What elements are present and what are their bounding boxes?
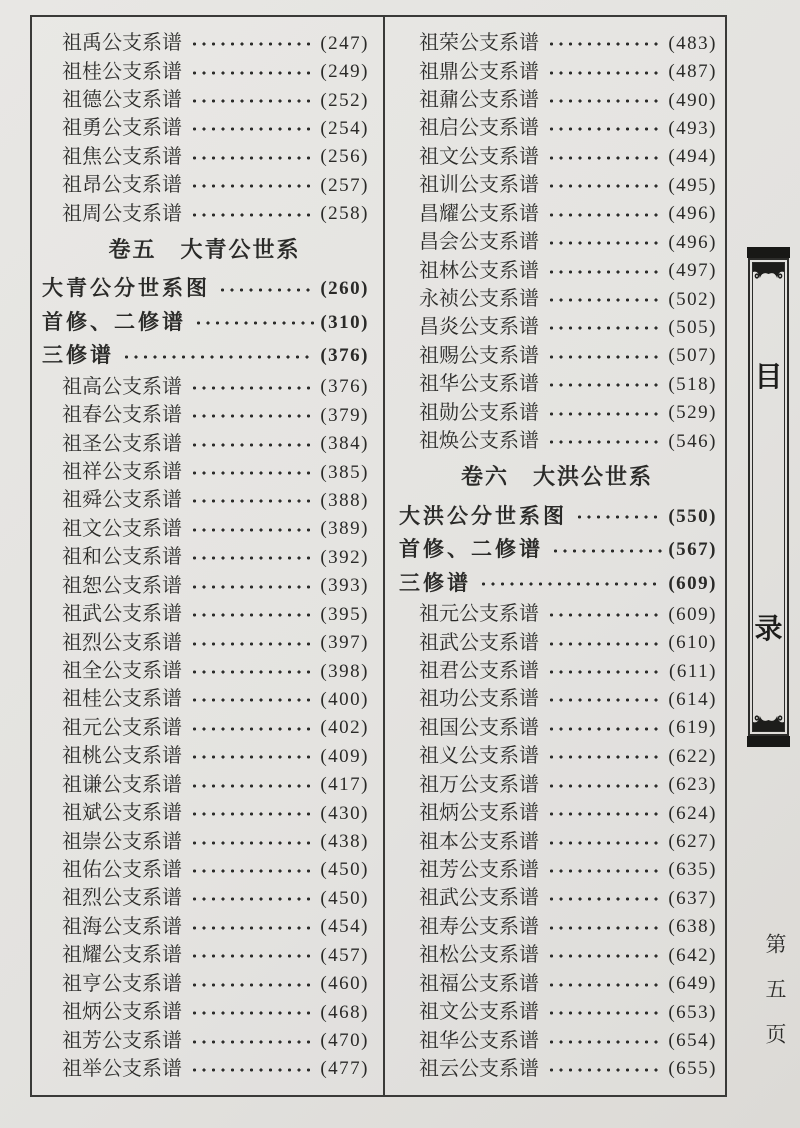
toc-row <box>40 714 369 742</box>
toc-entry-title: 永祯公支系谱 <box>419 288 539 310</box>
toc-row <box>397 969 717 997</box>
toc-row <box>40 572 369 600</box>
dot-leader <box>218 280 314 300</box>
toc-entry-title: 祖高公支系谱 <box>62 375 182 398</box>
dot-leader <box>194 313 314 333</box>
toc-entry-page: (257) <box>320 174 369 196</box>
dot-leader <box>190 719 314 739</box>
dot-leader <box>547 634 662 654</box>
toc-entry-page: (260) <box>320 278 369 300</box>
toc-entry-title: 祖焕公支系谱 <box>419 430 539 453</box>
dot-leader <box>190 148 314 168</box>
toc-entry-page: (430) <box>320 802 369 824</box>
toc-row <box>397 998 717 1026</box>
toc-title-char-top: 目 <box>754 362 783 393</box>
toc-entry-title: 祖桂公支系谱 <box>62 688 182 711</box>
cartouche-bottom-cap <box>747 736 790 747</box>
toc-entry-title: 祖文公支系谱 <box>419 1001 539 1024</box>
toc-row <box>40 771 369 799</box>
toc-row <box>397 455 717 499</box>
dot-leader <box>547 119 662 139</box>
toc-entry-title: 祖斌公支系谱 <box>62 802 182 825</box>
toc-entry-title: 祖武公支系谱 <box>419 887 539 910</box>
toc-entry-page: (392) <box>320 546 369 568</box>
toc-row <box>40 856 369 884</box>
dot-leader <box>190 119 314 139</box>
toc-entry-page: (389) <box>320 518 369 540</box>
dot-leader <box>547 148 662 168</box>
title-cartouche <box>747 247 790 747</box>
toc-entry-title: 祖和公支系谱 <box>62 546 182 569</box>
toc-entry-title: 祖炳公支系谱 <box>62 1001 182 1024</box>
toc-entry-title: 祖华公支系谱 <box>419 1029 539 1052</box>
toc-entry-title: 祖春公支系谱 <box>62 404 182 427</box>
toc-entry-page: (310) <box>320 311 369 333</box>
toc-entry-title: 祖福公支系谱 <box>419 972 539 995</box>
toc-entry-title: 祖文公支系谱 <box>62 517 182 540</box>
toc-entry-page: (546) <box>668 430 717 452</box>
toc-entry-page: (649) <box>668 973 717 995</box>
dot-leader <box>190 406 314 426</box>
toc-row <box>40 171 369 199</box>
toc-entry-title: 祖烈公支系谱 <box>62 887 182 910</box>
toc-entry-page: (609) <box>668 572 717 594</box>
dot-leader <box>547 690 662 710</box>
toc-entry-title: 祖亨公支系谱 <box>62 972 182 995</box>
toc-entry-page: (450) <box>320 887 369 909</box>
toc-entry-title: 祖国公支系谱 <box>419 716 539 739</box>
toc-row <box>397 313 717 341</box>
dot-leader <box>190 1060 314 1080</box>
toc-entry-page: (550) <box>668 505 717 527</box>
toc-entry-title: 祖文公支系谱 <box>419 145 539 168</box>
toc-entry-page: (627) <box>668 831 717 853</box>
toc-row <box>40 458 369 486</box>
toc-row <box>397 143 717 171</box>
toc-entry-title: 大洪公分世系图 <box>399 503 567 528</box>
dot-leader <box>190 946 314 966</box>
dot-leader <box>547 34 662 54</box>
toc-title-char-bottom: 录 <box>754 614 783 645</box>
toc-entry-page: (529) <box>668 402 717 424</box>
toc-row <box>397 342 717 370</box>
dot-leader <box>547 918 662 938</box>
toc-entry-title: 祖耀公支系谱 <box>62 944 182 967</box>
toc-entry-page: (460) <box>320 973 369 995</box>
toc-row <box>397 827 717 855</box>
toc-row <box>397 86 717 114</box>
toc-entry-title: 祖义公支系谱 <box>419 745 539 768</box>
toc-row <box>397 398 717 426</box>
dot-leader <box>190 776 314 796</box>
toc-row <box>397 1055 717 1083</box>
toc-row <box>40 969 369 997</box>
toc-entry-page: (494) <box>668 146 717 168</box>
toc-row <box>40 29 369 57</box>
toc-entry-title: 昌会公支系谱 <box>419 231 539 254</box>
dot-leader <box>547 290 662 310</box>
toc-entry-title: 昌炎公支系谱 <box>419 316 539 339</box>
toc-entry-title: 祖华公支系谱 <box>419 373 539 396</box>
dot-leader <box>547 833 662 853</box>
toc-row <box>397 256 717 284</box>
toc-entry-page: (450) <box>320 859 369 881</box>
toc-entry-title: 祖周公支系谱 <box>62 202 182 225</box>
toc-row <box>397 370 717 398</box>
toc-entry-page: (496) <box>668 231 717 253</box>
toc-entry-page: (397) <box>320 632 369 654</box>
toc-entry-title: 祖恕公支系谱 <box>62 574 182 597</box>
toc-entry-title: 祖举公支系谱 <box>62 1057 182 1080</box>
toc-entry-title: 三修谱 <box>399 570 471 595</box>
toc-entry-title: 祖本公支系谱 <box>419 830 539 853</box>
toc-entry-page: (610) <box>668 632 717 654</box>
dot-leader <box>547 262 662 282</box>
toc-entry-title: 祖德公支系谱 <box>62 89 182 112</box>
toc-entry-page: (254) <box>320 117 369 139</box>
toc-entry-title: 祖武公支系谱 <box>419 631 539 654</box>
toc-row <box>397 628 717 656</box>
toc-entry-page: (384) <box>320 433 369 455</box>
toc-entry-page: (402) <box>320 717 369 739</box>
dot-leader <box>547 176 662 196</box>
toc-row <box>40 657 369 685</box>
toc-entry-page: (637) <box>668 887 717 909</box>
toc-entry-page: (247) <box>320 32 369 54</box>
toc-entry-title: 昌耀公支系谱 <box>419 202 539 225</box>
toc-entry-title: 祖勇公支系谱 <box>62 117 182 140</box>
toc-entry-title: 祖佑公支系谱 <box>62 858 182 881</box>
toc-row <box>397 941 717 969</box>
dot-leader <box>190 577 314 597</box>
toc-entry-title: 祖赐公支系谱 <box>419 344 539 367</box>
toc-row <box>40 685 369 713</box>
dot-leader <box>190 548 314 568</box>
toc-entry-page: (635) <box>668 859 717 881</box>
dot-leader <box>190 747 314 767</box>
toc-entry-title: 祖松公支系谱 <box>419 944 539 967</box>
dot-leader <box>190 205 314 225</box>
toc-row <box>397 285 717 313</box>
scroll-ornament-icon <box>753 263 784 299</box>
toc-row <box>40 884 369 912</box>
toc-row <box>397 171 717 199</box>
toc-entry-title: 首修、二修谱 <box>42 309 186 334</box>
toc-row <box>397 114 717 142</box>
dot-leader <box>190 861 314 881</box>
toc-entry-page: (497) <box>668 260 717 282</box>
dot-leader <box>190 662 314 682</box>
dot-leader <box>575 507 662 527</box>
toc-entry-page: (417) <box>320 774 369 796</box>
dot-leader <box>122 347 314 367</box>
toc-entry-title: 祖功公支系谱 <box>419 688 539 711</box>
toc-entry-title: 祖元公支系谱 <box>419 603 539 626</box>
toc-entry-title: 祖林公支系谱 <box>419 259 539 282</box>
toc-entry-title: 祖焦公支系谱 <box>62 145 182 168</box>
toc-entry-title: 祖炳公支系谱 <box>419 802 539 825</box>
dot-leader <box>547 375 662 395</box>
toc-entry-title: 祖祥公支系谱 <box>62 461 182 484</box>
toc-row <box>40 57 369 85</box>
toc-entry-page: (638) <box>668 916 717 938</box>
toc-row <box>397 1026 717 1054</box>
toc-entry-page: (624) <box>668 802 717 824</box>
scroll-ornament-icon <box>753 695 784 731</box>
toc-entry-page: (609) <box>668 603 717 625</box>
dot-leader <box>190 1032 314 1052</box>
dot-leader <box>547 605 662 625</box>
dot-leader <box>190 889 314 909</box>
toc-entry-title: 祖君公支系谱 <box>419 660 539 683</box>
toc-entry-title: 祖桃公支系谱 <box>62 745 182 768</box>
cartouche-body <box>748 258 789 736</box>
toc-entry-page: (642) <box>668 944 717 966</box>
toc-entry-page: (438) <box>320 831 369 853</box>
dot-leader <box>547 975 662 995</box>
toc-row <box>40 339 369 373</box>
dot-leader <box>190 435 314 455</box>
toc-row <box>397 499 717 533</box>
toc-entry-page: (457) <box>320 944 369 966</box>
toc-entry-title: 祖荣公支系谱 <box>419 32 539 55</box>
toc-row <box>397 29 717 57</box>
toc-row <box>40 941 369 969</box>
toc-entry-title: 祖禹公支系谱 <box>62 32 182 55</box>
toc-entry-page: (454) <box>320 916 369 938</box>
dot-leader <box>190 463 314 483</box>
toc-row <box>40 429 369 457</box>
toc-entry-title: 祖昂公支系谱 <box>62 174 182 197</box>
dot-leader <box>190 63 314 83</box>
dot-leader <box>547 91 662 111</box>
toc-entry-title: 祖桂公支系谱 <box>62 60 182 83</box>
toc-row <box>40 306 369 340</box>
dot-leader <box>547 347 662 367</box>
toc-entry-page: (655) <box>668 1058 717 1080</box>
toc-entry-page: (611) <box>669 660 717 682</box>
dot-leader <box>190 634 314 654</box>
toc-row <box>40 600 369 628</box>
toc-row <box>40 913 369 941</box>
dot-leader <box>547 662 663 682</box>
toc-row <box>40 228 369 272</box>
dot-leader <box>547 1060 662 1080</box>
toc-entry-title: 大青公分世系图 <box>42 276 210 301</box>
dot-leader <box>190 1003 314 1023</box>
toc-entry-title: 祖武公支系谱 <box>62 603 182 626</box>
toc-entry-title: 祖启公支系谱 <box>419 117 539 140</box>
toc-entry-title: 卷五 大青公世系 <box>108 236 301 262</box>
toc-row <box>397 566 717 600</box>
toc-entry-page: (567) <box>668 539 717 561</box>
toc-entry-page: (619) <box>668 717 717 739</box>
dot-leader <box>547 1003 662 1023</box>
toc-entry-page: (256) <box>320 146 369 168</box>
toc-entry-title: 祖鼎公支系谱 <box>419 60 539 83</box>
toc-entry-page: (468) <box>320 1001 369 1023</box>
dot-leader <box>190 833 314 853</box>
dot-leader <box>547 776 662 796</box>
dot-leader <box>547 63 662 83</box>
toc-column-right <box>385 17 725 1095</box>
toc-row <box>397 427 717 455</box>
toc-entry-page: (379) <box>320 404 369 426</box>
toc-entry-page: (249) <box>320 61 369 83</box>
dot-leader <box>190 975 314 995</box>
toc-entry-title: 祖勋公支系谱 <box>419 401 539 424</box>
toc-entry-title: 祖谦公支系谱 <box>62 773 182 796</box>
toc-row <box>40 1055 369 1083</box>
toc-entry-title: 祖烈公支系谱 <box>62 631 182 654</box>
dot-leader <box>190 804 314 824</box>
toc-entry-page: (400) <box>320 688 369 710</box>
toc-entry-page: (493) <box>668 117 717 139</box>
toc-row <box>40 998 369 1026</box>
toc-entry-title: 祖寿公支系谱 <box>419 915 539 938</box>
dot-leader <box>479 574 662 594</box>
toc-entry-page: (470) <box>320 1030 369 1051</box>
toc-entry-page: (614) <box>668 688 717 710</box>
toc-entry-page: (409) <box>320 745 369 767</box>
toc-row <box>40 628 369 656</box>
toc-row <box>397 57 717 85</box>
toc-column-left <box>32 17 385 1095</box>
toc-row <box>397 771 717 799</box>
toc-row <box>40 114 369 142</box>
dot-leader <box>547 233 662 253</box>
dot-leader <box>190 605 314 625</box>
toc-entry-page: (483) <box>668 32 717 54</box>
toc-entry-page: (518) <box>668 373 717 395</box>
toc-row <box>397 685 717 713</box>
toc-entry-page: (502) <box>668 288 717 310</box>
toc-entry-page: (477) <box>320 1058 369 1080</box>
dot-leader <box>190 690 314 710</box>
dot-leader <box>190 491 314 511</box>
toc-entry-title: 祖海公支系谱 <box>62 915 182 938</box>
toc-entry-title: 祖鼐公支系谱 <box>419 89 539 112</box>
dot-leader <box>190 918 314 938</box>
toc-entry-page: (388) <box>320 489 369 511</box>
toc-row <box>40 86 369 114</box>
toc-entry-title: 祖芳公支系谱 <box>62 1029 182 1052</box>
toc-entry-title: 卷六 大洪公世系 <box>460 464 653 490</box>
toc-row <box>397 600 717 628</box>
dot-leader <box>547 946 662 966</box>
dot-leader <box>190 91 314 111</box>
toc-row <box>397 657 717 685</box>
toc-entry-title: 祖芳公支系谱 <box>419 858 539 881</box>
toc-row <box>397 742 717 770</box>
toc-row <box>397 228 717 256</box>
toc-row <box>397 799 717 827</box>
dot-leader <box>547 318 662 338</box>
cartouche-top-cap <box>747 247 790 258</box>
dot-leader <box>547 889 662 909</box>
toc-entry-title: 祖训公支系谱 <box>419 174 539 197</box>
toc-entry-title: 祖圣公支系谱 <box>62 432 182 455</box>
toc-entry-title: 祖万公支系谱 <box>419 773 539 796</box>
toc-entry-page: (490) <box>668 89 717 111</box>
dot-leader <box>547 861 662 881</box>
dot-leader <box>547 205 662 225</box>
toc-entry-page: (393) <box>320 575 369 597</box>
dot-leader <box>547 404 662 424</box>
dot-leader <box>190 378 314 398</box>
toc-entry-page: (376) <box>320 376 369 398</box>
toc-entry-page: (376) <box>320 345 369 367</box>
dot-leader <box>190 176 314 196</box>
toc-row <box>397 714 717 742</box>
toc-row <box>397 200 717 228</box>
toc-row <box>40 486 369 514</box>
toc-row <box>40 373 369 401</box>
toc-entry-page: (623) <box>668 774 717 796</box>
dot-leader <box>547 804 662 824</box>
toc-row <box>397 913 717 941</box>
dot-leader <box>190 34 314 54</box>
cartouche-inner-border <box>752 262 785 732</box>
toc-entry-page: (258) <box>320 203 369 225</box>
dot-leader <box>190 520 314 540</box>
toc-entry-title: 首修、二修谱 <box>399 537 543 562</box>
toc-row <box>40 143 369 171</box>
toc-entry-title: 祖元公支系谱 <box>62 716 182 739</box>
toc-entry-page: (252) <box>320 89 369 111</box>
page-number-label: 第五页 <box>763 933 787 1068</box>
dot-leader <box>547 1032 662 1052</box>
toc-entry-page: (487) <box>668 61 717 83</box>
toc-entry-page: (653) <box>668 1001 717 1023</box>
toc-row <box>40 515 369 543</box>
toc-entry-title: 三修谱 <box>42 343 114 368</box>
toc-entry-page: (495) <box>668 174 717 196</box>
toc-row <box>397 884 717 912</box>
toc-row <box>397 856 717 884</box>
toc-frame <box>30 15 727 1097</box>
toc-entry-page: (507) <box>668 345 717 367</box>
dot-leader <box>547 747 662 767</box>
toc-row <box>40 827 369 855</box>
toc-row <box>40 272 369 306</box>
toc-entry-page: (622) <box>668 745 717 767</box>
toc-entry-title: 祖崇公支系谱 <box>62 830 182 853</box>
toc-row <box>40 742 369 770</box>
toc-entry-page: (496) <box>668 203 717 225</box>
toc-entry-page: (385) <box>320 461 369 483</box>
toc-entry-page: (505) <box>668 316 717 338</box>
toc-entry-page: (395) <box>320 603 369 625</box>
toc-row <box>40 200 369 228</box>
toc-entry-page: (398) <box>320 660 369 682</box>
dot-leader <box>547 432 662 452</box>
dot-leader <box>551 541 662 561</box>
dot-leader <box>547 719 662 739</box>
toc-entry-title: 祖舜公支系谱 <box>62 489 182 512</box>
toc-row <box>40 1026 369 1054</box>
toc-row <box>40 543 369 571</box>
toc-row <box>40 799 369 827</box>
toc-row <box>40 401 369 429</box>
toc-row <box>397 533 717 567</box>
toc-entry-title: 祖全公支系谱 <box>62 660 182 683</box>
toc-entry-page: (654) <box>668 1030 717 1051</box>
toc-entry-title: 祖云公支系谱 <box>419 1057 539 1080</box>
